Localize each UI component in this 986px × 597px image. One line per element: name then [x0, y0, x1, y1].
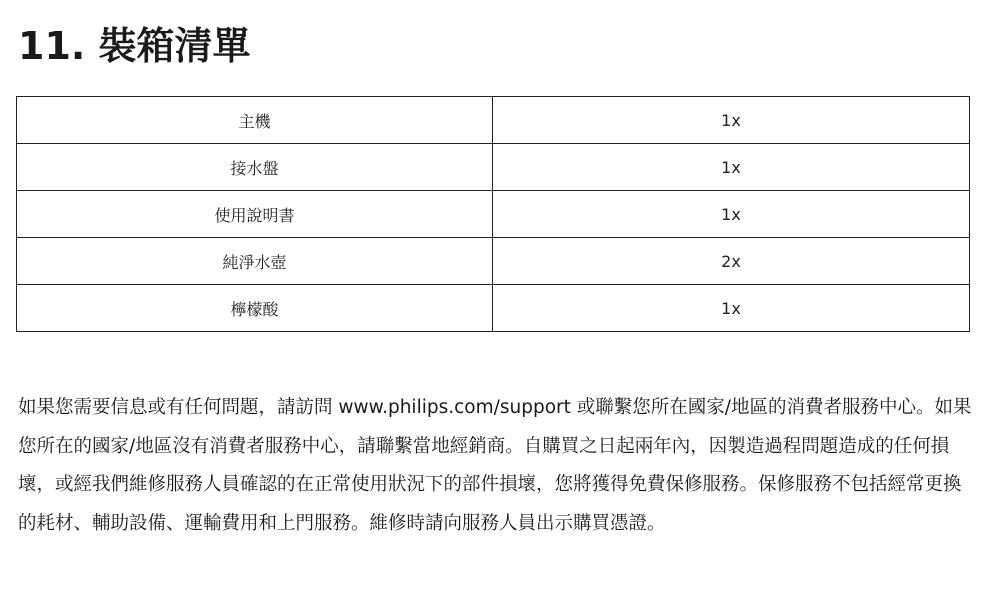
packing-list-table — [16, 96, 970, 332]
table-row — [17, 285, 970, 332]
item-name-cell: 接水盤 — [17, 144, 493, 191]
table-row — [17, 238, 970, 285]
warranty-paragraph: 如果您需要信息或有任何問題，請訪問 www.philips.com/support 或聯繫您所在國家/地區的消費者服務中心。如果您所在的國家/地區沒有消費者服務中心，請聯繫當地經銷商。自購買之日起兩年內，因製造過程問題造成的任何損壞，或經我們維修服務人員確認的在正常使用狀況下的部件損壞，您將獲得免費保修服務。保修服務不包括經常更換的耗材、輔助設備、運輸費用和上門服務。維修時請向服務人員出示購買憑證。 — [18, 397, 972, 534]
table-row — [17, 144, 970, 191]
section-title: 11. 裝箱清單 — [18, 24, 251, 68]
item-quantity-cell: 1x — [493, 144, 970, 191]
item-name-cell: 檸檬酸 — [17, 285, 493, 332]
table-row — [17, 97, 970, 144]
item-name-cell: 使用說明書 — [17, 191, 493, 238]
item-name-cell: 純淨水壺 — [17, 238, 493, 285]
item-quantity-cell: 1x — [493, 285, 970, 332]
item-quantity-cell: 2x — [493, 238, 970, 285]
item-quantity-cell: 1x — [493, 191, 970, 238]
table-row — [17, 191, 970, 238]
item-name-cell: 主機 — [17, 97, 493, 144]
item-quantity-cell: 1x — [493, 97, 970, 144]
